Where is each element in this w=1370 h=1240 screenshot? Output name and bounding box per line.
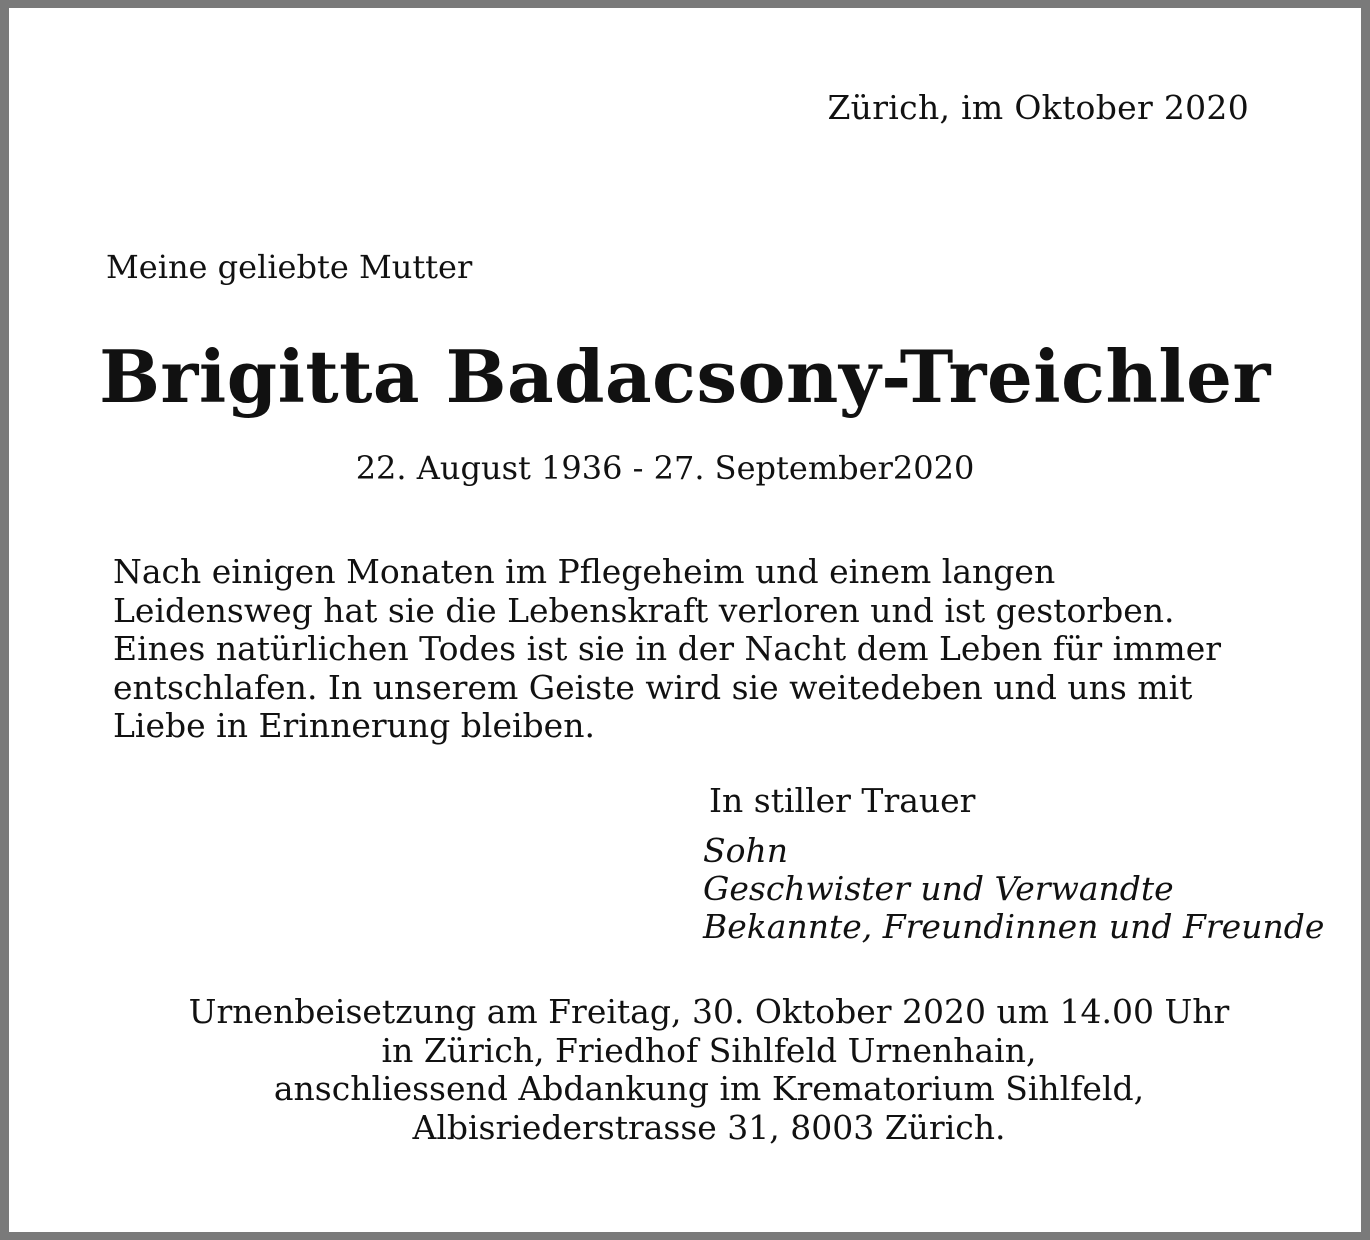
- body-line: Nach einigen Monaten im Pflegeheim und einem langen: [113, 552, 1056, 591]
- ceremony-details: [9, 993, 1370, 1147]
- body-line: Eines natürlichen Todes ist sie in der Nacht dem Leben für immer: [113, 629, 1222, 668]
- deceased-name: Brigitta Badacsony-Treichler: [99, 334, 1271, 419]
- ceremony-line: anschliessend Abdankung im Krematorium Sihlfeld,: [273, 1069, 1145, 1108]
- body-line: entschlafen. In unserem Geiste wird sie weitedeben und uns mit: [113, 667, 1193, 707]
- mourners-list: [703, 832, 1324, 946]
- intro-line: Meine geliebte Mutter: [106, 248, 473, 286]
- mourner-item: Bekannte, Freundinnen und Freunde: [703, 907, 1325, 946]
- ceremony-line: in Zürich, Friedhof Sihlfeld Urnenhain,: [381, 1030, 1037, 1070]
- mourning-heading: In stiller Trauer: [709, 781, 976, 820]
- body-line: Leidensweg hat sie die Lebenskraft verloren und ist gestorben.: [113, 590, 1175, 630]
- lifespan-dates: 22. August 1936 - 27. September2020: [355, 449, 975, 487]
- mourner-item: Geschwister und Verwandte: [703, 869, 1174, 908]
- dateline: Zürich, im Oktober 2020: [827, 88, 1249, 127]
- ceremony-line: Albisriederstrasse 31, 8003 Zürich.: [412, 1107, 1006, 1147]
- obituary-text: [113, 553, 1221, 746]
- ceremony-line: Urnenbeisetzung am Freitag, 30. Oktober 2020 um 14.00 Uhr: [188, 992, 1230, 1031]
- body-line: Liebe in Erinnerung bleiben.: [113, 706, 595, 745]
- mourner-item: Sohn: [703, 831, 788, 870]
